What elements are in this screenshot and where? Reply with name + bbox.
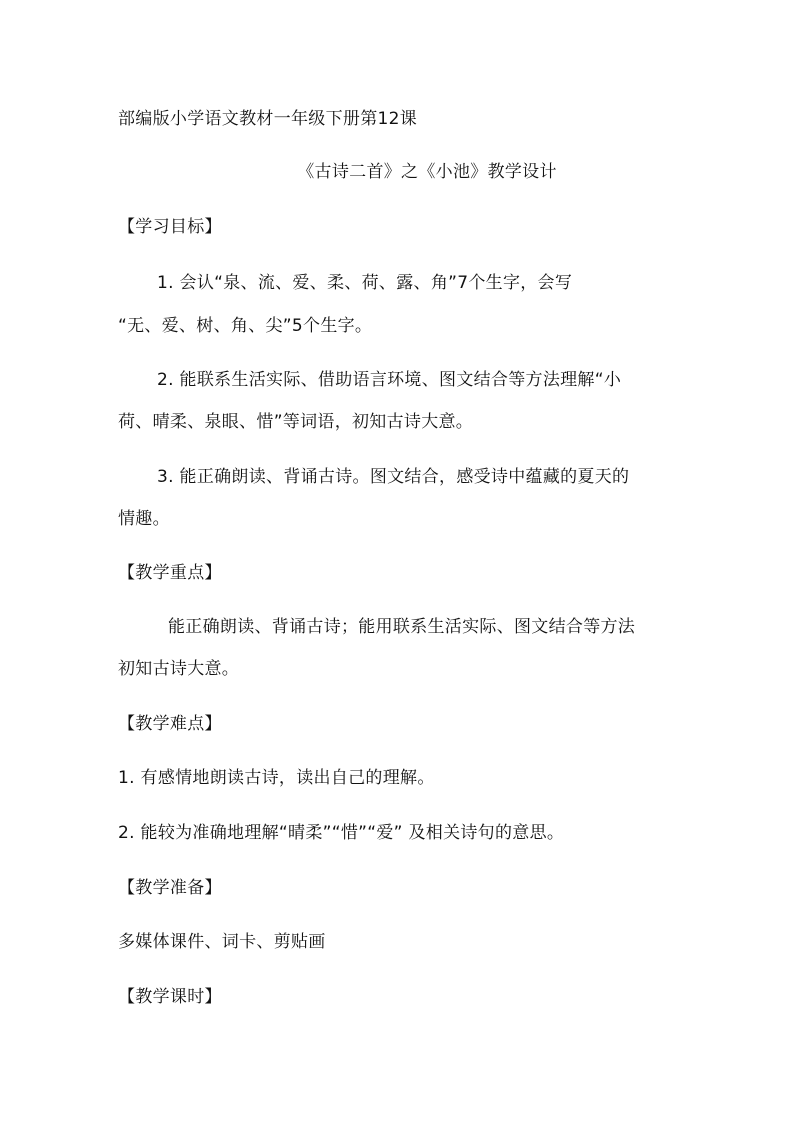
objectives-heading: 【学习目标】 [118,217,222,237]
schedule-heading: 【教学课时】 [118,987,222,1007]
difficulty-2: 2. 能较为准确地理解“晴柔”“惜”“爱” 及相关诗句的意思。 [118,823,565,843]
objective-3-line-2: 情趣。 [118,509,170,529]
preparation-text: 多媒体课件、词卡、剪贴画 [118,932,326,952]
objective-1-line-1: 1. 会认“泉、流、爱、柔、荷、露、角”7个生字，会写 [157,273,573,293]
key-points-line-1: 能正确朗读、背诵古诗；能用联系生活实际、图文结合等方法 [168,617,636,637]
objective-2-line-1: 2. 能联系生活实际、借助语言环境、图文结合等方法理解“小 [157,370,622,390]
difficulty-1: 1. 有感情地朗读古诗，读出自己的理解。 [118,768,435,788]
header-line: 部编版小学语文教材一年级下册第12课 [118,109,418,129]
objective-2-line-2: 荷、晴柔、泉眼、惜”等词语，初知古诗大意。 [118,412,474,432]
difficulties-heading: 【教学难点】 [118,714,222,734]
key-points-heading: 【教学重点】 [118,563,222,583]
key-points-line-2: 初知古诗大意。 [118,659,240,679]
preparation-heading: 【教学准备】 [118,878,222,898]
objective-1-line-2: “无、爱、树、角、尖”5个生字。 [118,316,373,336]
document-title: 《古诗二首》之《小池》教学设计 [297,162,557,182]
objective-3-line-1: 3. 能正确朗读、背诵古诗。图文结合，感受诗中蕴藏的夏天的 [157,467,630,487]
